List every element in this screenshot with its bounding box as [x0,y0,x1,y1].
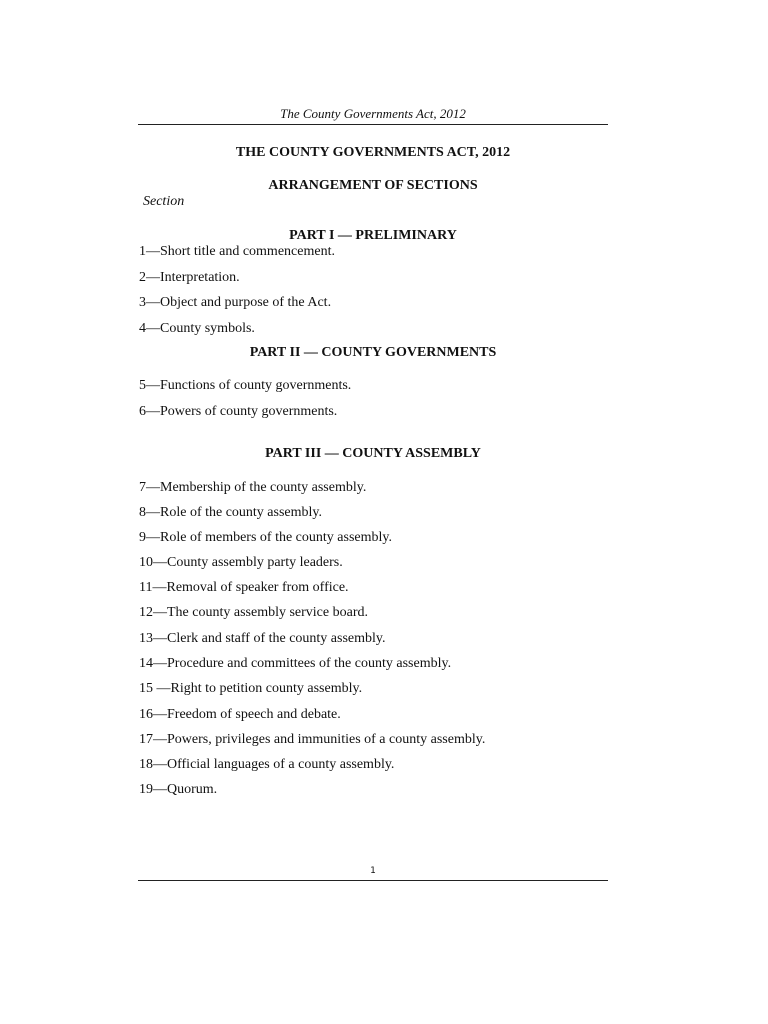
section-entry: 15 —Right to petition county assembly. [139,681,363,696]
section-entry: 17—Powers, privileges and immunities of a county assembly. [139,732,486,747]
act-title: THE COUNTY GOVERNMENTS ACT, 2012 [235,145,511,160]
page-number: 1 [370,866,376,876]
section-entry: 12—The county assembly service board. [139,605,368,620]
section-entry: 16—Freedom of speech and debate. [139,707,341,722]
section-entry: 3—Object and purpose of the Act. [139,295,332,310]
section-entry: 7—Membership of the county assembly. [139,480,367,495]
part-heading-2: PART II — COUNTY GOVERNMENTS [249,345,497,360]
part-heading-1: PART I — PRELIMINARY [289,228,457,243]
section-entry: 5—Functions of county governments. [139,378,352,393]
section-entry: 1—Short title and commencement. [139,244,335,259]
section-entry: 14—Procedure and committees of the county assembly. [139,656,452,671]
arrangement-heading: ARRANGEMENT OF SECTIONS [268,178,478,193]
section-entry: 8—Role of the county assembly. [139,505,323,520]
section-entry: 4—County symbols. [139,321,255,336]
section-entry: 10—County assembly party leaders. [139,555,343,570]
section-entry: 18—Official languages of a county assembly. [139,757,395,772]
running-header: The County Governments Act, 2012 [280,106,466,121]
section-entry: 13—Clerk and staff of the county assembly. [139,631,386,646]
section-entry: 11—Removal of speaker from office. [139,580,349,595]
section-entry: 9—Role of members of the county assembly. [139,530,392,545]
header-rule [138,124,608,125]
section-column-label: Section [143,194,185,209]
section-entry: 2—Interpretation. [139,270,240,285]
part-heading-3: PART III — COUNTY ASSEMBLY [265,446,481,461]
footer-rule [138,880,608,881]
section-entry: 19—Quorum. [139,782,218,797]
section-entry: 6—Powers of county governments. [139,404,338,419]
